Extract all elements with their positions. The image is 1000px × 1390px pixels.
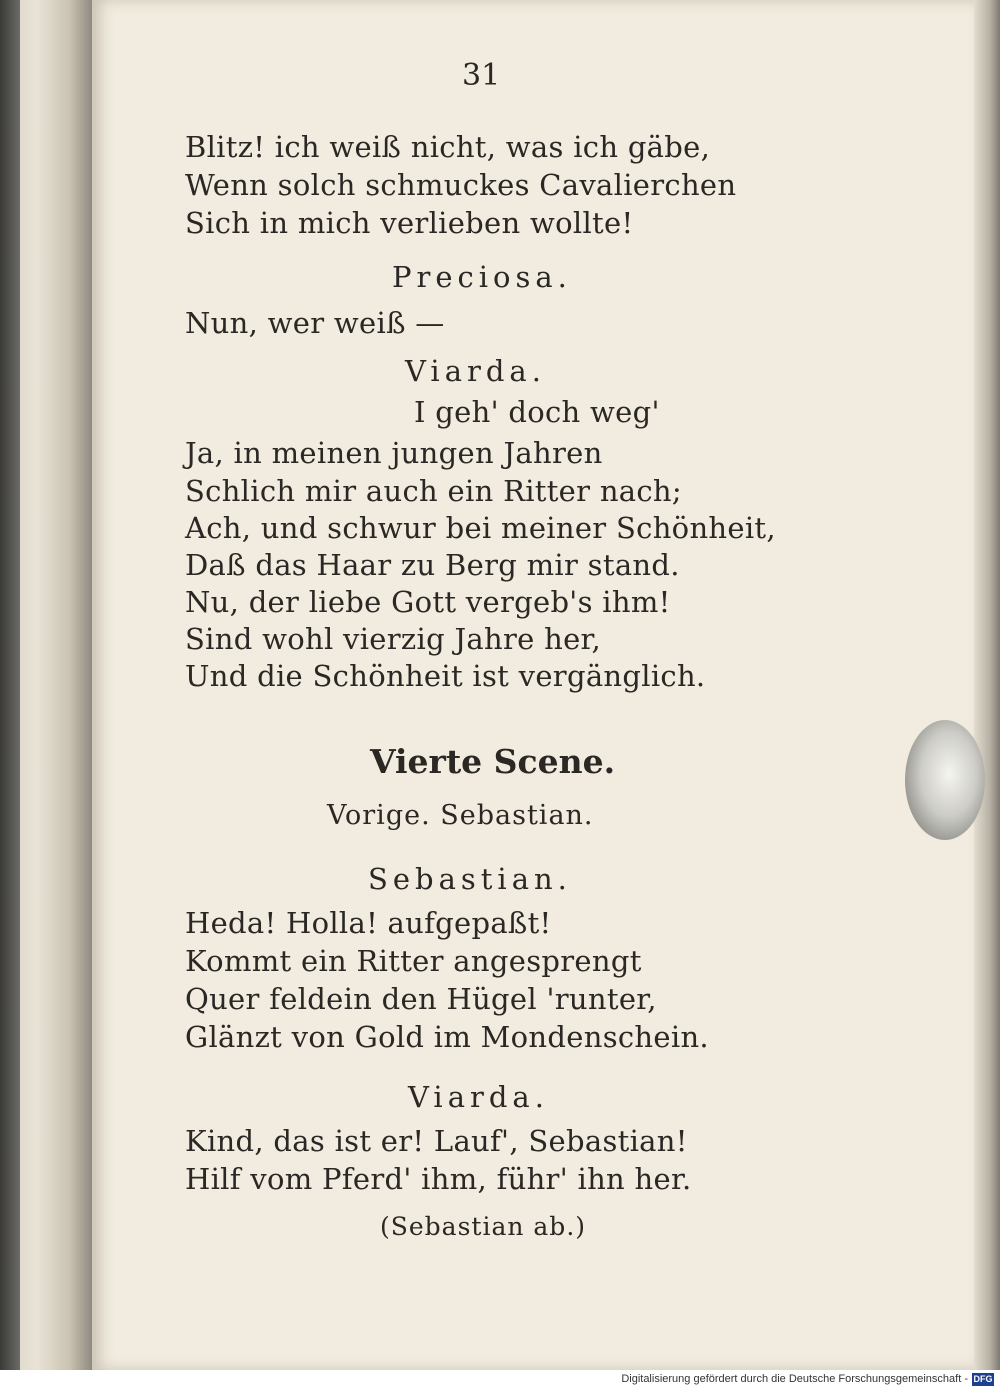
- page-clip: [905, 720, 985, 840]
- text-line: Wenn solch schmuckes Cavalierchen: [185, 168, 737, 202]
- speaker-name: Viarda.: [405, 354, 546, 388]
- text-line: I geh' doch weg': [414, 395, 660, 429]
- text-line: Und die Schönheit ist vergänglich.: [185, 659, 706, 693]
- text-line: Schlich mir auch ein Ritter nach;: [185, 474, 682, 508]
- funding-notice: Digitalisierung gefördert durch die Deutsche Forschungsgemeinschaft -: [621, 1373, 968, 1385]
- right-page-edge: [974, 0, 1000, 1370]
- left-page-edge: [0, 0, 92, 1370]
- text-line: Sich in mich verlieben wollte!: [185, 206, 634, 240]
- footer-bar: [0, 1370, 1000, 1390]
- text-line: Kind, das ist er! Lauf', Sebastian!: [185, 1124, 688, 1158]
- text-line: Glänzt von Gold im Mondenschein.: [185, 1020, 709, 1054]
- text-line: Kommt ein Ritter angesprengt: [185, 944, 642, 978]
- scene-title: Vierte Scene.: [370, 742, 616, 781]
- text-line: Nun, wer weiß —: [185, 306, 445, 340]
- stage-direction: Vorige. Sebastian.: [327, 800, 594, 831]
- text-line: Sind wohl vierzig Jahre her,: [185, 622, 602, 656]
- text-line: Daß das Haar zu Berg mir stand.: [185, 548, 680, 582]
- speaker-name: Preciosa.: [392, 260, 572, 294]
- dfg-logo: DFG: [973, 1374, 993, 1384]
- book-binding: [0, 0, 20, 1370]
- text-line: Hilf vom Pferd' ihm, führ' ihn her.: [185, 1162, 692, 1196]
- speaker-name: Sebastian.: [368, 862, 572, 896]
- text-line: Ach, und schwur bei meiner Schönheit,: [185, 511, 776, 545]
- text-line: Quer feldein den Hügel 'runter,: [185, 982, 657, 1016]
- text-line: Heda! Holla! aufgepaßt!: [185, 906, 552, 940]
- text-line: Nu, der liebe Gott vergeb's ihm!: [185, 585, 671, 619]
- scanned-page: [92, 0, 974, 1370]
- text-line: Blitz! ich weiß nicht, was ich gäbe,: [185, 130, 711, 164]
- text-line: Ja, in meinen jungen Jahren: [185, 436, 603, 470]
- speaker-name: Viarda.: [408, 1080, 549, 1114]
- page-number: 31: [462, 58, 501, 93]
- stage-direction: (Sebastian ab.): [380, 1212, 587, 1241]
